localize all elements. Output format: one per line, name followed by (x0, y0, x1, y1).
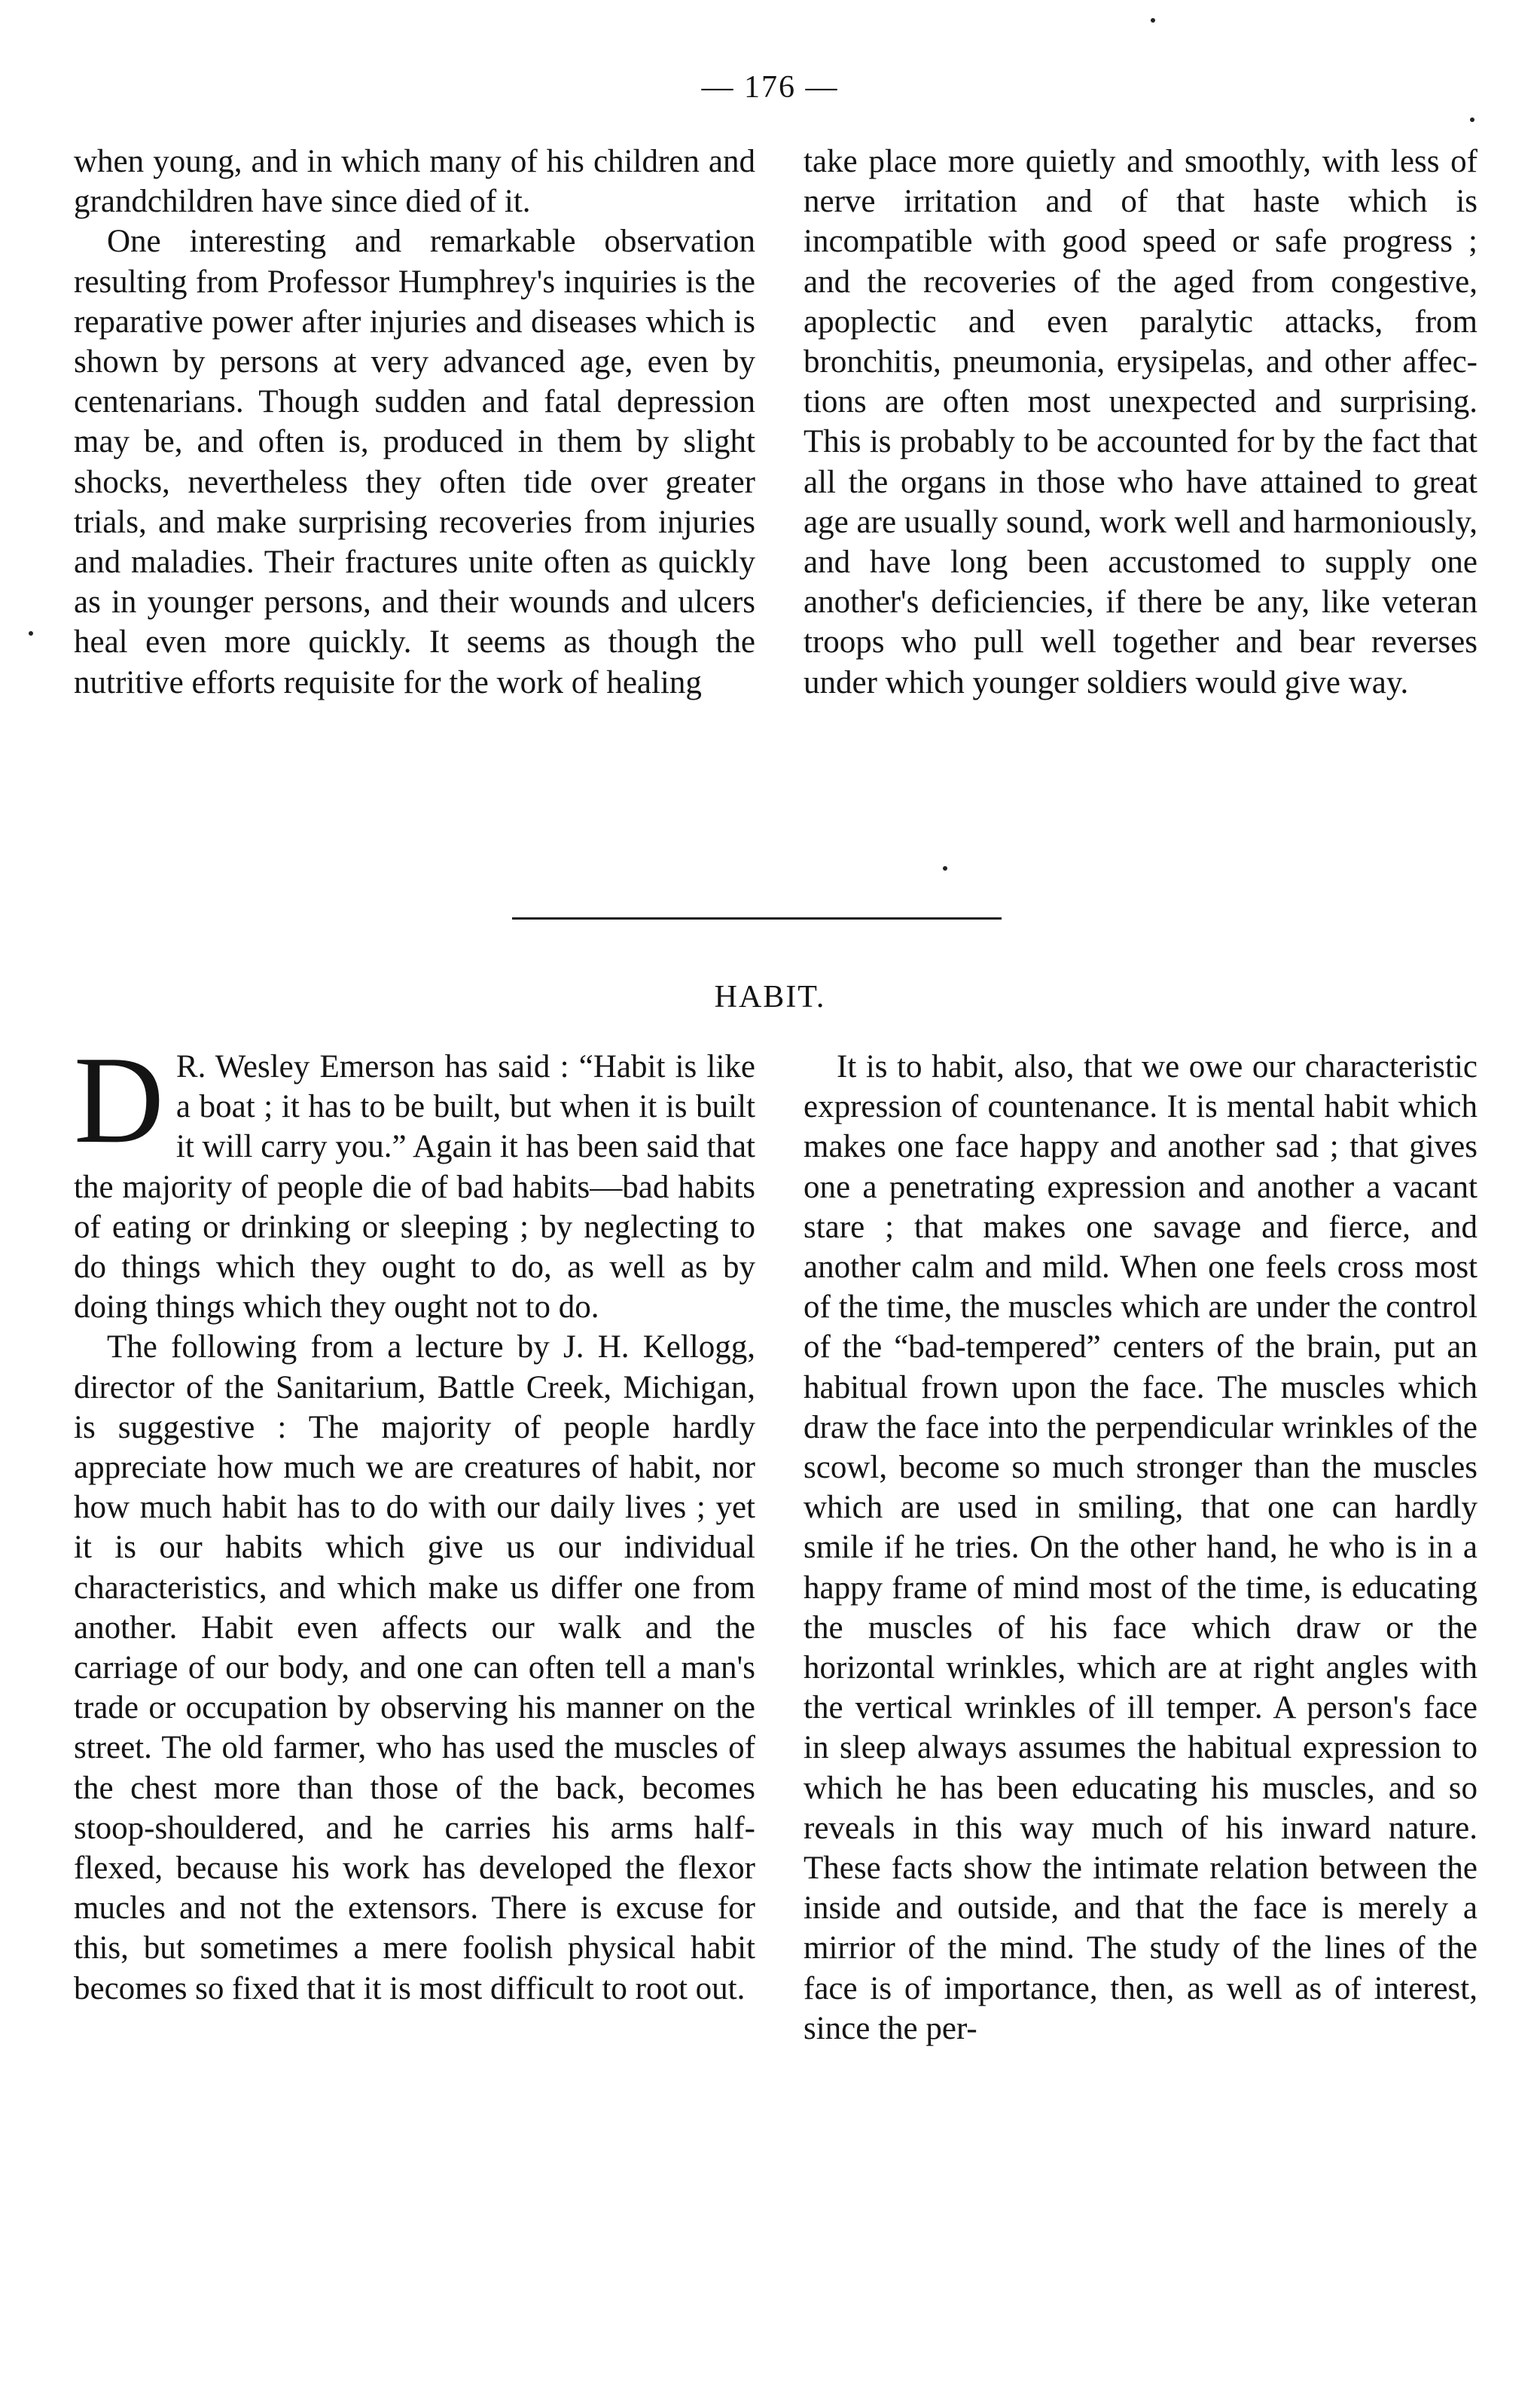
ink-speck (29, 631, 33, 636)
paragraph: The following from a lecture by J. H. Kellogg, director of the Sanitarium, Battle Creek, Michigan, is suggestive : The majority of people hardly appreciate how much we are creatures of habit, nor how much habit has to do with our daily lives ; yet it is our habits which give us our individual characteristics, and which make us differ one from another. Habit even affects our walk and the carriage of our body, and one can often tell a man's trade or occupation by observing his manner on the street. The old farmer, who has used the muscles of the chest more than those of the back, becomes stoop-shouldered, and he carries his arms half-flexed, because his work has developed the flexor mucles and not the extensors. There is excuse for this, but sometimes a mere foolish physical habit becomes so fixed that it is most difficult to root out. (74, 1329, 755, 2006)
top-left-column (74, 142, 755, 703)
paragraph (74, 1030, 755, 1327)
section-divider (512, 917, 1002, 920)
paragraph-text: R. Wesley Emerson has said : “Habit is like a boat ; it has to be built, but when it is built it will carry you.” Again it has been said that the majority of people die of bad habits—bad habits of eating or drinking or sleeping ; by neglecting to do things which they ought to do, as well as by doing things which they ought not to do. (74, 1049, 755, 1326)
top-right-column (804, 142, 1477, 703)
section-title: HABIT. (714, 980, 826, 1014)
habit-left-column (74, 1030, 755, 2009)
ink-speck (1151, 18, 1155, 23)
page-number: — 176 — (701, 70, 839, 105)
ink-speck (1470, 117, 1474, 122)
paragraph: when young, and in which many of his children and grandchildren have since died of it. (74, 144, 755, 220)
paragraph: One interesting and remarkable observation resulting from Professor Humphrey's inquiries is the reparative power after injuries and diseases which is shown by persons at very advanced age, even by centenarians. Though sudden and fatal depression may be, and often is, produced in them by slight shocks, nevertheless they often tide over greater trials, and make surprising recoveries from injuries and maladies. Their fractures unite often as quickly as in younger persons, and their wounds and ulcers heal even more quickly. It seems as though the nutritive efforts requisite for the work of healing (74, 224, 755, 700)
paragraph: It is to habit, also, that we owe our characteristic expression of countenance. It is mental habit which makes one face happy and another sad ; that gives one a penetrating expression and another a vacant stare ; that makes one savage and fierce, and another calm and mild. When one feels cross most of the time, the muscles which are under the control of the “bad-tempered” centers of the brain, put an habitual frown upon the face. The muscles which draw the face into the perpendicular wrinkles of the scowl, become so much stronger than the muscles which are used in smiling, that one can hardly smile if he tries. On the other hand, he who is in a happy frame of mind most of the time, is educating the muscles of his face which draw or the horizontal wrinkles, which are at right angles with the vertical wrinkles of ill temper. A person's face in sleep always assumes the habitual expression to which he has been educating his muscles, and so reveals in this way much of his inward nature. These facts show the intimate relation between the inside and outside, and that the face is merely a mirrior of the mind. The study of the lines of the face is of importance, then, as well as of interest, since the per- (804, 1049, 1477, 2046)
drop-cap: D (74, 1030, 164, 1169)
paragraph: take place more quietly and smoothly, with less of nerve irritation and of that haste which is incompatible with good speed or safe progress ; and the recoveries of the aged from congestive, apoplectic and even paralytic attacks, from bronchitis, pneumonia, erysipelas, and other affections are often most unexpected and surprising. This is probably to be accounted for by the fact that all the organs in those who have attained to great age are usually sound, work well and harmoniously, and have long been accustomed to supply one another's deficiencies, if there be any, like veteran troops who pull well together and bear reverses under which younger soldiers would give way. (804, 144, 1477, 700)
ink-speck (943, 866, 947, 871)
habit-right-column (804, 1047, 1477, 2049)
